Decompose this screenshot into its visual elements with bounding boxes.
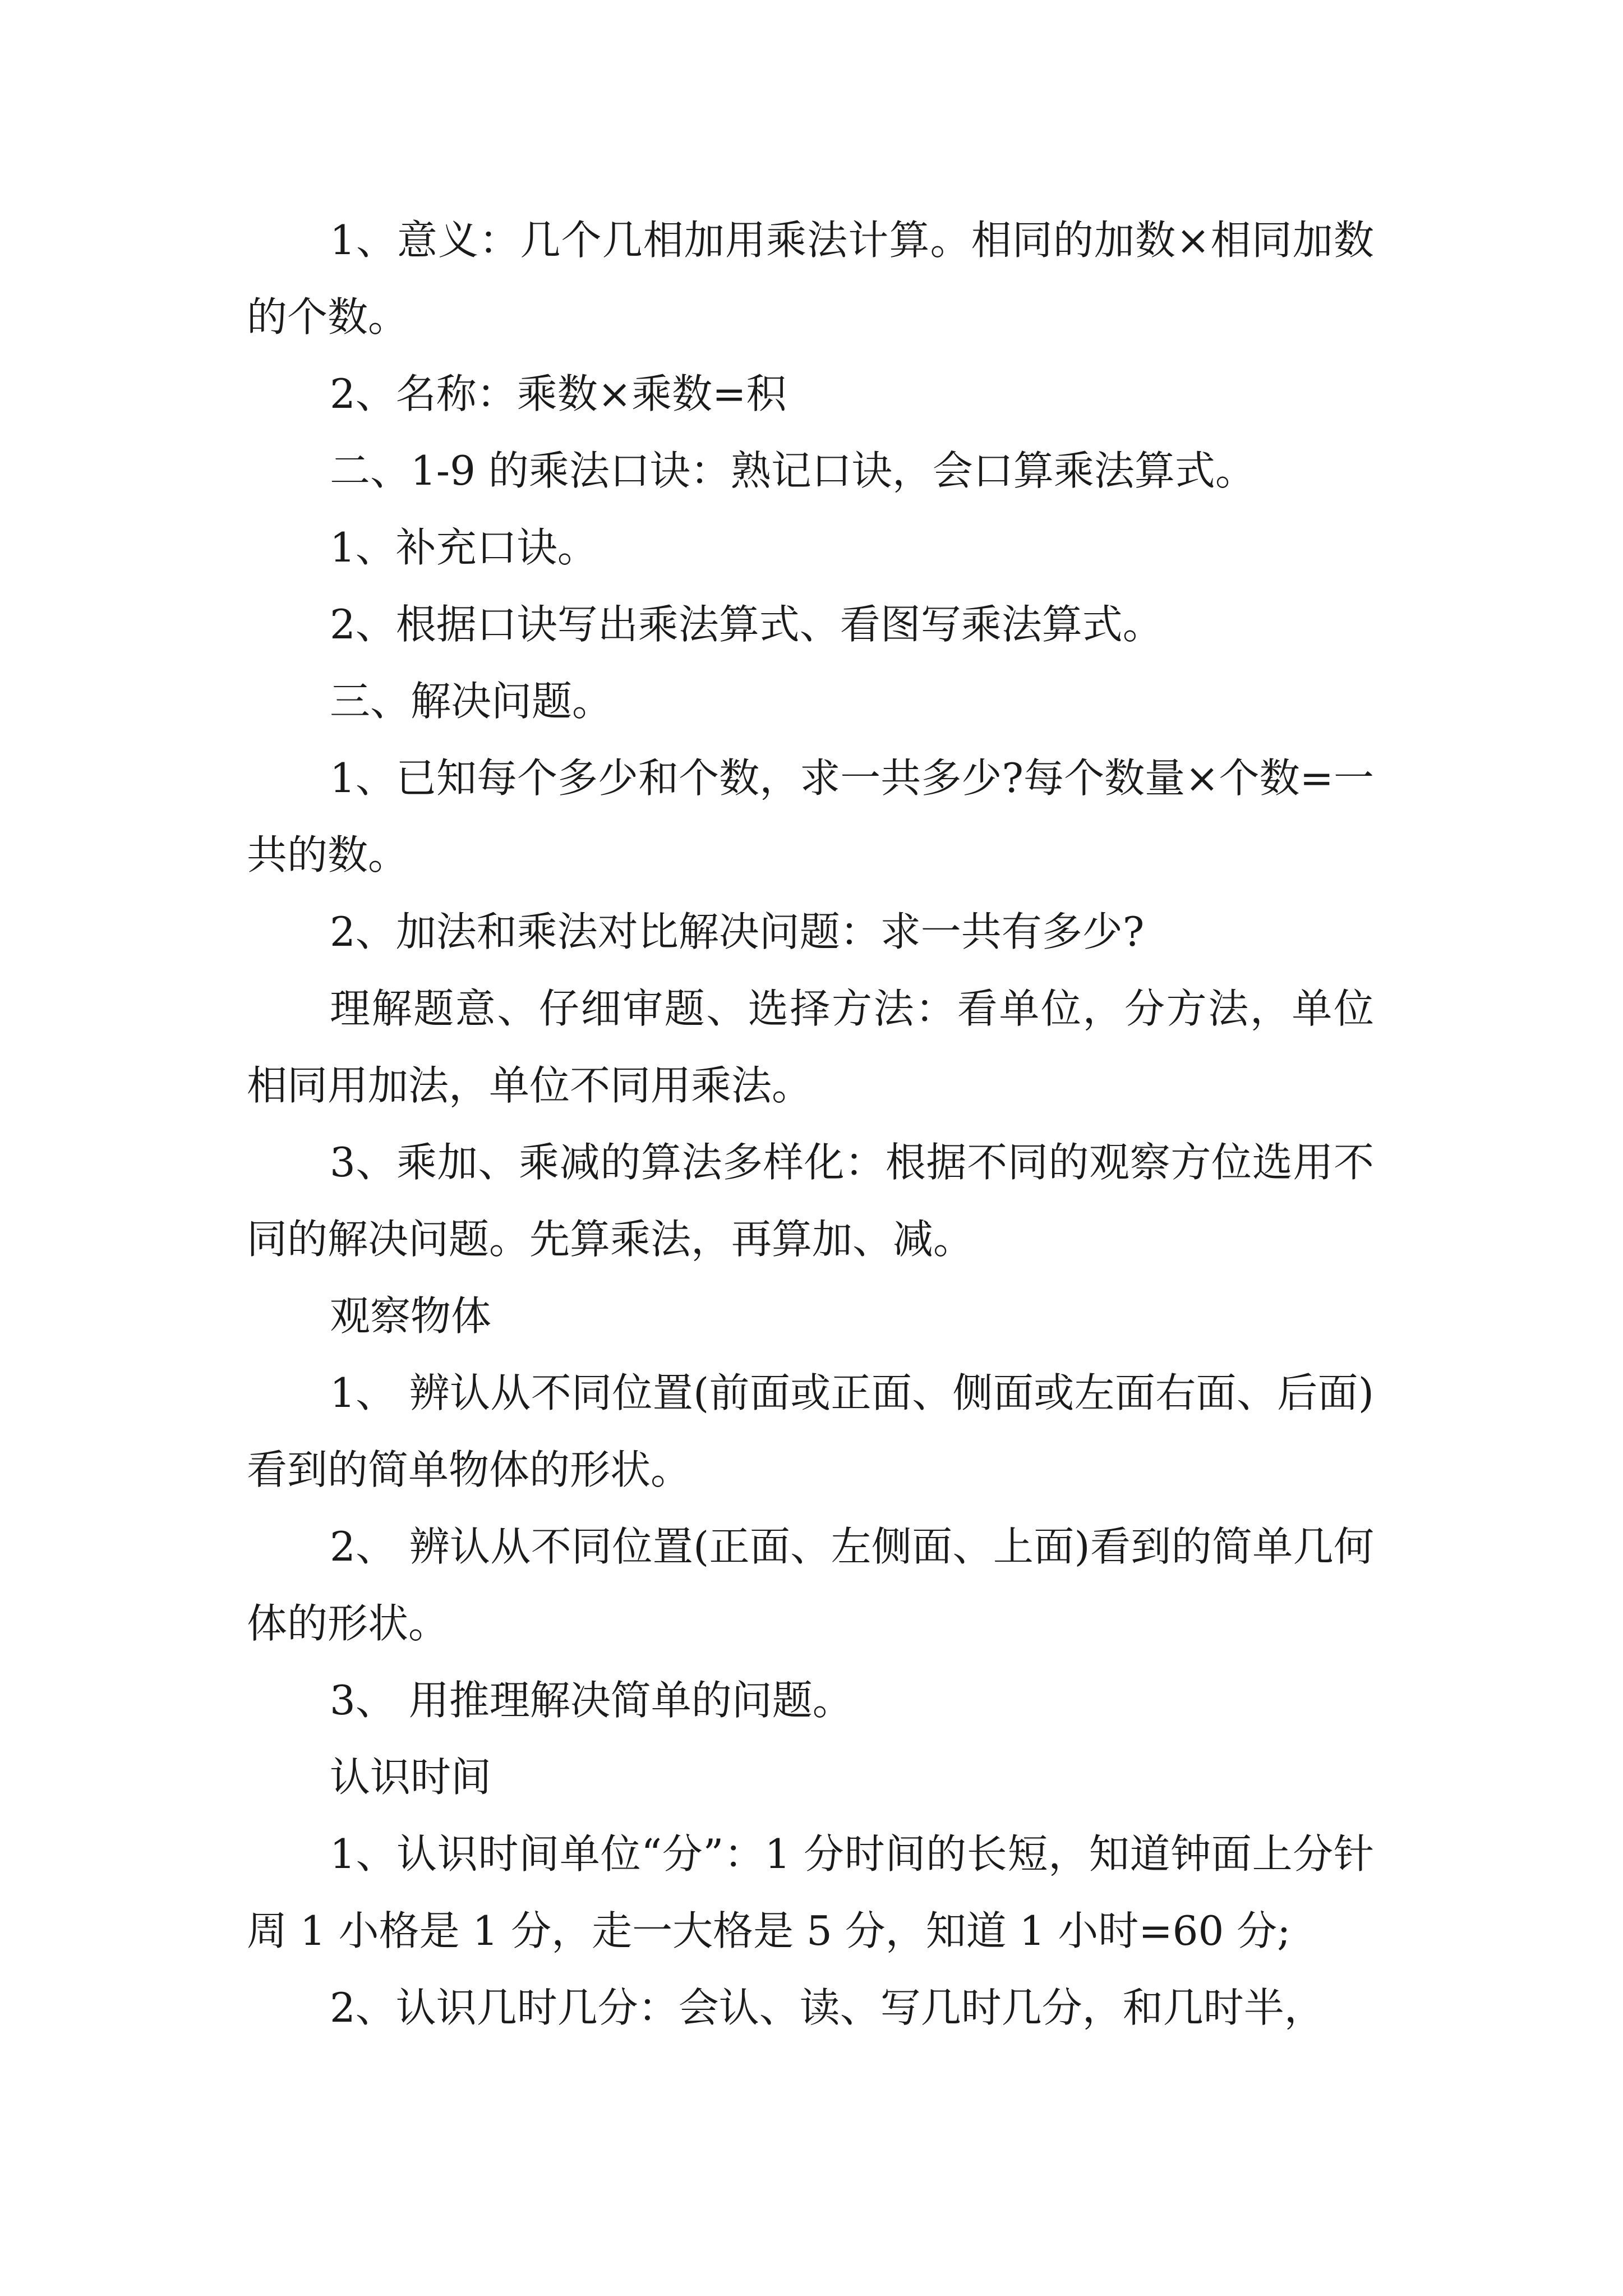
paragraph-add-vs-multiply: 2、加法和乘法对比解决问题：求一共有多少? (330, 908, 1145, 955)
paragraph-time-minute: 1、认识时间单位“分”：1 分时间的长短，知道钟面上分针周 1 小格是 1 分，走一大格是 5 分，知道 1 小时=60 分; (247, 1830, 1374, 1954)
paragraph-understand-problem: 理解题意、仔细审题、选择方法：看单位，分方法，单位相同用加法，单位不同用乘法。 (247, 985, 1374, 1109)
paragraph-mixed-operations: 3、乘加、乘减的算法多样化：根据不同的观察方位选用不同的解决问题。先算乘法，再算加、减。 (247, 1139, 1374, 1263)
paragraph-section-three: 三、解决问题。 (330, 678, 613, 725)
paragraph-observe-3: 3、 用推理解决简单的问题。 (330, 1677, 853, 1724)
paragraph-time-hours-minutes: 2、认识几时几分：会认、读、写几时几分，和几时半， (330, 1984, 1325, 2031)
paragraph-write-equations: 2、根据口诀写出乘法算式、看图写乘法算式。 (330, 601, 1163, 648)
paragraph-complete-rhymes: 1、补充口诀。 (330, 524, 598, 571)
document-body (247, 202, 1374, 2046)
paragraph-observe-2: 2、 辨认从不同位置(正面、左侧面、上面)看到的简单几何体的形状。 (247, 1523, 1374, 1647)
paragraph-total-known: 1、已知每个多少和个数，求一共多少?每个数量×个数=一共的数。 (247, 754, 1374, 878)
paragraph-multiplication-names: 2、名称：乘数×乘数=积 (330, 370, 787, 417)
paragraph-section-two: 二、1-9 的乘法口诀：熟记口诀，会口算乘法算式。 (330, 447, 1256, 494)
heading-tell-time: 认识时间 (330, 1754, 492, 1801)
heading-observe-objects: 观察物体 (330, 1292, 492, 1340)
paragraph-multiplication-meaning: 1、意义：几个几相加用乘法计算。相同的加数×相同加数的个数。 (247, 217, 1374, 341)
paragraph-observe-1: 1、 辨认从不同位置(前面或正面、侧面或左面右面、后面)看到的简单物体的形状。 (247, 1369, 1374, 1493)
